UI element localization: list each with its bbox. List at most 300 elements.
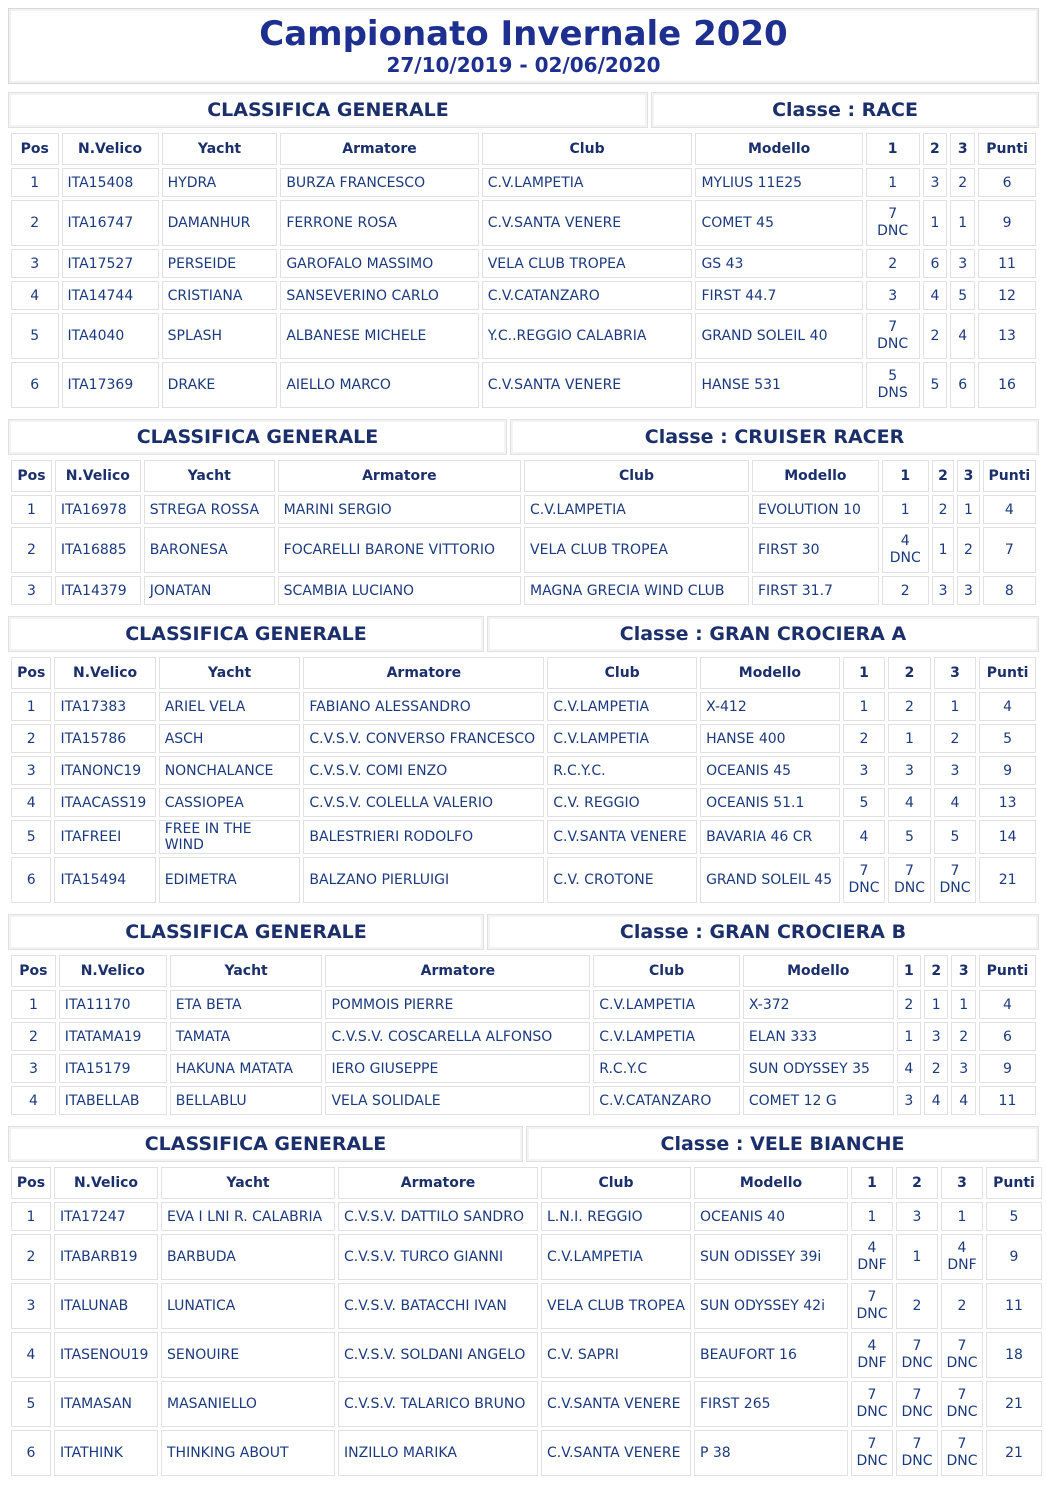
table-row: [11, 692, 1036, 721]
cell-club: C.V. REGGIO: [547, 788, 697, 817]
table-row: [11, 1332, 1042, 1378]
cell-sail-number: ITABELLAB: [59, 1086, 167, 1115]
cell-club: VELA CLUB TROPEA: [541, 1283, 691, 1329]
class-label: Classe : GRAN CROCIERA A: [487, 616, 1039, 652]
cell-sail-number: ITAFREEI: [54, 820, 155, 854]
cell-race-3: 1: [934, 692, 977, 721]
cell-model: HANSE 531: [695, 362, 862, 408]
cell-points: 7: [983, 527, 1036, 573]
table-row: [11, 1086, 1036, 1115]
cell-pos: 1: [11, 495, 52, 524]
cell-club: C.V.LAMPETIA: [547, 692, 697, 721]
column-header-sail-number: N.Velico: [55, 460, 141, 492]
column-header-yacht: Yacht: [162, 133, 278, 165]
table-row: [11, 168, 1036, 197]
column-header-model: Modello: [694, 1167, 848, 1199]
cell-club: C.V. CROTONE: [547, 857, 697, 903]
cell-race-2: 3: [932, 576, 954, 605]
cell-points: 5: [986, 1202, 1042, 1231]
cell-club: C.V.SANTA VENERE: [541, 1430, 691, 1476]
cell-model: OCEANIS 45: [700, 756, 840, 785]
section-title: CLASSIFICA GENERALE: [8, 419, 507, 455]
cell-yacht: ASCH: [159, 724, 301, 753]
cell-sail-number: ITALUNAB: [54, 1283, 158, 1329]
column-header-yacht: Yacht: [144, 460, 275, 492]
cell-sail-number: ITAMASAN: [54, 1381, 158, 1427]
cell-sail-number: ITASENOU19: [54, 1332, 158, 1378]
cell-race-2: 3: [896, 1202, 938, 1231]
cell-owner: IERO GIUSEPPE: [325, 1054, 590, 1083]
cell-race-2: 2: [888, 692, 931, 721]
cell-race-1: 1: [851, 1202, 893, 1231]
cell-owner: MARINI SERGIO: [278, 495, 521, 524]
cell-model: FIRST 31.7: [752, 576, 879, 605]
cell-points: 13: [979, 788, 1036, 817]
cell-model: FIRST 265: [694, 1381, 848, 1427]
cell-sail-number: ITA17383: [54, 692, 155, 721]
cell-yacht: MASANIELLO: [161, 1381, 335, 1427]
cell-yacht: SENOUIRE: [161, 1332, 335, 1378]
standings-table: [8, 1164, 1045, 1479]
table-row: [11, 249, 1036, 278]
cell-points: 6: [979, 1022, 1036, 1051]
cell-race-2: 7 DNC: [896, 1381, 938, 1427]
cell-owner: FERRONE ROSA: [280, 200, 478, 246]
cell-race-3: 1: [950, 200, 975, 246]
column-header-race-2: 2: [888, 657, 931, 689]
cell-race-2: 7 DNC: [896, 1430, 938, 1476]
cell-race-3: 4 DNF: [941, 1234, 983, 1280]
section-title: CLASSIFICA GENERALE: [8, 92, 648, 128]
standings-section: [8, 914, 1039, 1118]
cell-race-2: 4: [924, 1086, 948, 1115]
cell-race-3: 3: [950, 249, 975, 278]
cell-yacht: JONATAN: [144, 576, 275, 605]
cell-sail-number: ITA14379: [55, 576, 141, 605]
cell-sail-number: ITA4040: [62, 313, 159, 359]
column-header-club: Club: [547, 657, 697, 689]
column-header-points: Punti: [983, 460, 1036, 492]
column-header-race-1: 1: [851, 1167, 893, 1199]
cell-sail-number: ITA17247: [54, 1202, 158, 1231]
cell-race-2: 4: [923, 281, 948, 310]
cell-owner: C.V.S.V. SOLDANI ANGELO: [338, 1332, 538, 1378]
cell-owner: SANSEVERINO CARLO: [280, 281, 478, 310]
column-header-sail-number: N.Velico: [62, 133, 159, 165]
cell-owner: C.V.S.V. COSCARELLA ALFONSO: [325, 1022, 590, 1051]
cell-model: GS 43: [695, 249, 862, 278]
column-header-model: Modello: [695, 133, 862, 165]
table-row: [11, 820, 1036, 854]
cell-yacht: SPLASH: [162, 313, 278, 359]
cell-pos: 4: [11, 788, 51, 817]
cell-pos: 6: [11, 857, 51, 903]
cell-club: C.V.SANTA VENERE: [547, 820, 697, 854]
column-header-race-3: 3: [951, 955, 975, 987]
column-header-model: Modello: [743, 955, 894, 987]
column-header-model: Modello: [752, 460, 879, 492]
cell-points: 4: [979, 990, 1036, 1019]
cell-race-2: 5: [923, 362, 948, 408]
column-header-race-3: 3: [941, 1167, 983, 1199]
cell-club: C.V.SANTA VENERE: [482, 200, 693, 246]
table-row: [11, 313, 1036, 359]
cell-club: C.V.LAMPETIA: [482, 168, 693, 197]
table-row: [11, 857, 1036, 903]
results-page: [8, 8, 1039, 1479]
cell-race-3: 7 DNC: [941, 1430, 983, 1476]
column-header-owner: Armatore: [280, 133, 478, 165]
table-header-row: [11, 460, 1036, 492]
column-header-yacht: Yacht: [159, 657, 301, 689]
cell-pos: 6: [11, 1430, 51, 1476]
cell-points: 11: [979, 1086, 1036, 1115]
cell-yacht: THINKING ABOUT: [161, 1430, 335, 1476]
cell-owner: AIELLO MARCO: [280, 362, 478, 408]
cell-race-3: 5: [934, 820, 977, 854]
column-header-race-3: 3: [934, 657, 977, 689]
cell-race-2: 7 DNC: [896, 1332, 938, 1378]
column-header-club: Club: [524, 460, 749, 492]
standings-table: [8, 457, 1039, 608]
cell-owner: GAROFALO MASSIMO: [280, 249, 478, 278]
table-row: [11, 1283, 1042, 1329]
cell-model: BAVARIA 46 CR: [700, 820, 840, 854]
cell-pos: 1: [11, 1202, 51, 1231]
cell-pos: 5: [11, 1381, 51, 1427]
cell-race-2: 3: [923, 168, 948, 197]
column-header-race-1: 1: [843, 657, 886, 689]
cell-race-3: 7 DNC: [934, 857, 977, 903]
cell-model: EVOLUTION 10: [752, 495, 879, 524]
cell-sail-number: ITA15179: [59, 1054, 167, 1083]
cell-points: 4: [983, 495, 1036, 524]
cell-race-3: 7 DNC: [941, 1332, 983, 1378]
column-header-sail-number: N.Velico: [59, 955, 167, 987]
section-header: [8, 616, 1039, 652]
cell-model: X-372: [743, 990, 894, 1019]
cell-yacht: LUNATICA: [161, 1283, 335, 1329]
cell-points: 6: [978, 168, 1036, 197]
cell-sail-number: ITA11170: [59, 990, 167, 1019]
cell-pos: 4: [11, 1332, 51, 1378]
cell-model: BEAUFORT 16: [694, 1332, 848, 1378]
table-row: [11, 1430, 1042, 1476]
table-header-row: [11, 133, 1036, 165]
cell-race-1: 1: [843, 692, 886, 721]
cell-sail-number: ITA16885: [55, 527, 141, 573]
cell-race-3: 3: [934, 756, 977, 785]
section-header: [8, 914, 1039, 950]
cell-club: C.V.LAMPETIA: [593, 990, 740, 1019]
cell-race-3: 1: [941, 1202, 983, 1231]
table-header-row: [11, 955, 1036, 987]
cell-yacht: BELLABLU: [170, 1086, 323, 1115]
cell-race-3: 7 DNC: [941, 1381, 983, 1427]
cell-club: L.N.I. REGGIO: [541, 1202, 691, 1231]
table-row: [11, 495, 1036, 524]
cell-race-3: 2: [934, 724, 977, 753]
cell-model: COMET 45: [695, 200, 862, 246]
cell-points: 14: [979, 820, 1036, 854]
cell-model: GRAND SOLEIL 45: [700, 857, 840, 903]
cell-sail-number: ITA16747: [62, 200, 159, 246]
cell-owner: POMMOIS PIERRE: [325, 990, 590, 1019]
cell-owner: FOCARELLI BARONE VITTORIO: [278, 527, 521, 573]
table-row: [11, 200, 1036, 246]
cell-yacht: DAMANHUR: [162, 200, 278, 246]
cell-pos: 4: [11, 281, 59, 310]
cell-club: C.V.LAMPETIA: [547, 724, 697, 753]
cell-model: GRAND SOLEIL 40: [695, 313, 862, 359]
cell-points: 11: [986, 1283, 1042, 1329]
cell-model: OCEANIS 51.1: [700, 788, 840, 817]
cell-pos: 2: [11, 527, 52, 573]
cell-club: C.V.LAMPETIA: [593, 1022, 740, 1051]
cell-pos: 2: [11, 1022, 56, 1051]
table-row: [11, 527, 1036, 573]
cell-race-1: 5 DNS: [866, 362, 920, 408]
cell-race-2: 1: [888, 724, 931, 753]
cell-race-1: 3: [897, 1086, 921, 1115]
cell-race-2: 6: [923, 249, 948, 278]
cell-model: SUN ODYSSEY 42i: [694, 1283, 848, 1329]
cell-owner: BURZA FRANCESCO: [280, 168, 478, 197]
class-label: Classe : GRAN CROCIERA B: [487, 914, 1039, 950]
standings-section: [8, 419, 1039, 608]
column-header-pos: Pos: [11, 133, 59, 165]
table-row: [11, 788, 1036, 817]
section-title: CLASSIFICA GENERALE: [8, 616, 484, 652]
column-header-sail-number: N.Velico: [54, 657, 155, 689]
cell-owner: VELA SOLIDALE: [325, 1086, 590, 1115]
cell-points: 21: [979, 857, 1036, 903]
cell-owner: SCAMBIA LUCIANO: [278, 576, 521, 605]
standings-section: [8, 1126, 1039, 1479]
column-header-owner: Armatore: [338, 1167, 538, 1199]
table-row: [11, 1381, 1042, 1427]
cell-yacht: PERSEIDE: [162, 249, 278, 278]
cell-yacht: STREGA ROSSA: [144, 495, 275, 524]
column-header-yacht: Yacht: [161, 1167, 335, 1199]
column-header-points: Punti: [978, 133, 1036, 165]
cell-owner: C.V.S.V. DATTILO SANDRO: [338, 1202, 538, 1231]
cell-points: 4: [979, 692, 1036, 721]
cell-club: VELA CLUB TROPEA: [524, 527, 749, 573]
cell-race-1: 2: [897, 990, 921, 1019]
page-header: [8, 8, 1039, 84]
cell-race-2: 7 DNC: [888, 857, 931, 903]
table-row: [11, 1202, 1042, 1231]
cell-owner: C.V.S.V. TURCO GIANNI: [338, 1234, 538, 1280]
table-row: [11, 1054, 1036, 1083]
cell-sail-number: ITA16978: [55, 495, 141, 524]
cell-race-1: 4: [843, 820, 886, 854]
standings-section: [8, 616, 1039, 906]
cell-race-1: 4: [897, 1054, 921, 1083]
cell-race-3: 5: [950, 281, 975, 310]
column-header-race-1: 1: [897, 955, 921, 987]
cell-points: 13: [978, 313, 1036, 359]
cell-yacht: CRISTIANA: [162, 281, 278, 310]
cell-race-2: 5: [888, 820, 931, 854]
cell-race-2: 3: [924, 1022, 948, 1051]
cell-points: 9: [986, 1234, 1042, 1280]
table-row: [11, 1022, 1036, 1051]
cell-race-2: 2: [896, 1283, 938, 1329]
cell-yacht: TAMATA: [170, 1022, 323, 1051]
cell-race-1: 4 DNF: [851, 1234, 893, 1280]
cell-club: C.V.LAMPETIA: [524, 495, 749, 524]
cell-race-3: 4: [934, 788, 977, 817]
cell-race-3: 2: [950, 168, 975, 197]
cell-model: SUN ODISSEY 39i: [694, 1234, 848, 1280]
cell-club: C.V.CATANZARO: [593, 1086, 740, 1115]
cell-sail-number: ITA15408: [62, 168, 159, 197]
cell-race-3: 4: [951, 1086, 975, 1115]
cell-club: MAGNA GRECIA WIND CLUB: [524, 576, 749, 605]
cell-race-1: 7 DNC: [851, 1381, 893, 1427]
cell-points: 9: [978, 200, 1036, 246]
cell-points: 9: [979, 1054, 1036, 1083]
cell-model: X-412: [700, 692, 840, 721]
cell-race-2: 2: [932, 495, 954, 524]
table-row: [11, 990, 1036, 1019]
column-header-race-2: 2: [924, 955, 948, 987]
cell-race-3: 6: [950, 362, 975, 408]
cell-points: 11: [978, 249, 1036, 278]
cell-yacht: HAKUNA MATATA: [170, 1054, 323, 1083]
class-label: Classe : CRUISER RACER: [510, 419, 1039, 455]
cell-race-1: 5: [843, 788, 886, 817]
column-header-race-3: 3: [950, 133, 975, 165]
cell-race-1: 7 DNC: [851, 1430, 893, 1476]
cell-pos: 3: [11, 1283, 51, 1329]
column-header-race-2: 2: [923, 133, 948, 165]
column-header-points: Punti: [979, 955, 1036, 987]
cell-owner: BALZANO PIERLUIGI: [303, 857, 544, 903]
cell-race-2: 1: [923, 200, 948, 246]
cell-race-1: 4 DNC: [882, 527, 929, 573]
cell-points: 16: [978, 362, 1036, 408]
column-header-club: Club: [541, 1167, 691, 1199]
column-header-race-2: 2: [932, 460, 954, 492]
cell-pos: 2: [11, 200, 59, 246]
cell-points: 5: [979, 724, 1036, 753]
column-header-points: Punti: [986, 1167, 1042, 1199]
cell-race-2: 3: [888, 756, 931, 785]
cell-sail-number: ITANONC19: [54, 756, 155, 785]
cell-owner: C.V.S.V. COLELLA VALERIO: [303, 788, 544, 817]
cell-race-2: 1: [924, 990, 948, 1019]
cell-model: HANSE 400: [700, 724, 840, 753]
cell-yacht: EDIMETRA: [159, 857, 301, 903]
cell-race-1: 2: [866, 249, 920, 278]
cell-model: ELAN 333: [743, 1022, 894, 1051]
cell-race-1: 7 DNC: [843, 857, 886, 903]
cell-race-1: 2: [843, 724, 886, 753]
cell-yacht: ARIEL VELA: [159, 692, 301, 721]
cell-race-1: 7 DNC: [851, 1283, 893, 1329]
cell-race-2: 4: [888, 788, 931, 817]
cell-sail-number: ITATAMA19: [59, 1022, 167, 1051]
cell-pos: 3: [11, 1054, 56, 1083]
class-label: Classe : VELE BIANCHE: [526, 1126, 1039, 1162]
column-header-club: Club: [593, 955, 740, 987]
cell-pos: 3: [11, 249, 59, 278]
cell-yacht: HYDRA: [162, 168, 278, 197]
column-header-model: Modello: [700, 657, 840, 689]
cell-yacht: NONCHALANCE: [159, 756, 301, 785]
cell-race-3: 1: [951, 990, 975, 1019]
cell-owner: FABIANO ALESSANDRO: [303, 692, 544, 721]
page-title: Campionato Invernale 2020: [259, 14, 788, 54]
table-header-row: [11, 657, 1036, 689]
cell-club: R.C.Y.C.: [547, 756, 697, 785]
cell-race-1: 3: [843, 756, 886, 785]
cell-points: 12: [978, 281, 1036, 310]
cell-club: C.V.LAMPETIA: [541, 1234, 691, 1280]
cell-club: C.V.SANTA VENERE: [541, 1381, 691, 1427]
cell-club: C.V.SANTA VENERE: [482, 362, 693, 408]
cell-race-3: 1: [957, 495, 979, 524]
cell-model: MYLIUS 11E25: [695, 168, 862, 197]
cell-pos: 3: [11, 756, 51, 785]
cell-race-1: 1: [882, 495, 929, 524]
cell-race-2: 2: [923, 313, 948, 359]
cell-sail-number: ITAACASS19: [54, 788, 155, 817]
column-header-sail-number: N.Velico: [54, 1167, 158, 1199]
cell-owner: C.V.S.V. COMI ENZO: [303, 756, 544, 785]
section-title: CLASSIFICA GENERALE: [8, 914, 484, 950]
cell-race-1: 7 DNC: [866, 313, 920, 359]
cell-pos: 4: [11, 1086, 56, 1115]
cell-club: C.V.CATANZARO: [482, 281, 693, 310]
cell-race-1: 1: [866, 168, 920, 197]
cell-model: SUN ODYSSEY 35: [743, 1054, 894, 1083]
standings-table: [8, 952, 1039, 1118]
cell-race-2: 1: [896, 1234, 938, 1280]
cell-points: 8: [983, 576, 1036, 605]
cell-race-2: 1: [932, 527, 954, 573]
cell-race-3: 3: [951, 1054, 975, 1083]
column-header-race-3: 3: [957, 460, 979, 492]
cell-sail-number: ITATHINK: [54, 1430, 158, 1476]
cell-yacht: FREE IN THE WIND: [159, 820, 301, 854]
cell-model: COMET 12 G: [743, 1086, 894, 1115]
column-header-pos: Pos: [11, 657, 51, 689]
section-title: CLASSIFICA GENERALE: [8, 1126, 523, 1162]
cell-model: P 38: [694, 1430, 848, 1476]
section-header: [8, 1126, 1039, 1162]
cell-race-1: 4 DNF: [851, 1332, 893, 1378]
cell-pos: 1: [11, 990, 56, 1019]
cell-race-3: 3: [957, 576, 979, 605]
table-row: [11, 281, 1036, 310]
table-header-row: [11, 1167, 1042, 1199]
cell-yacht: DRAKE: [162, 362, 278, 408]
column-header-pos: Pos: [11, 460, 52, 492]
cell-race-3: 2: [941, 1283, 983, 1329]
cell-points: 21: [986, 1430, 1042, 1476]
cell-race-3: 2: [957, 527, 979, 573]
cell-model: FIRST 30: [752, 527, 879, 573]
column-header-race-2: 2: [896, 1167, 938, 1199]
cell-yacht: ETA BETA: [170, 990, 323, 1019]
date-range: 27/10/2019 - 02/06/2020: [386, 53, 661, 77]
cell-owner: ALBANESE MICHELE: [280, 313, 478, 359]
cell-race-1: 3: [866, 281, 920, 310]
